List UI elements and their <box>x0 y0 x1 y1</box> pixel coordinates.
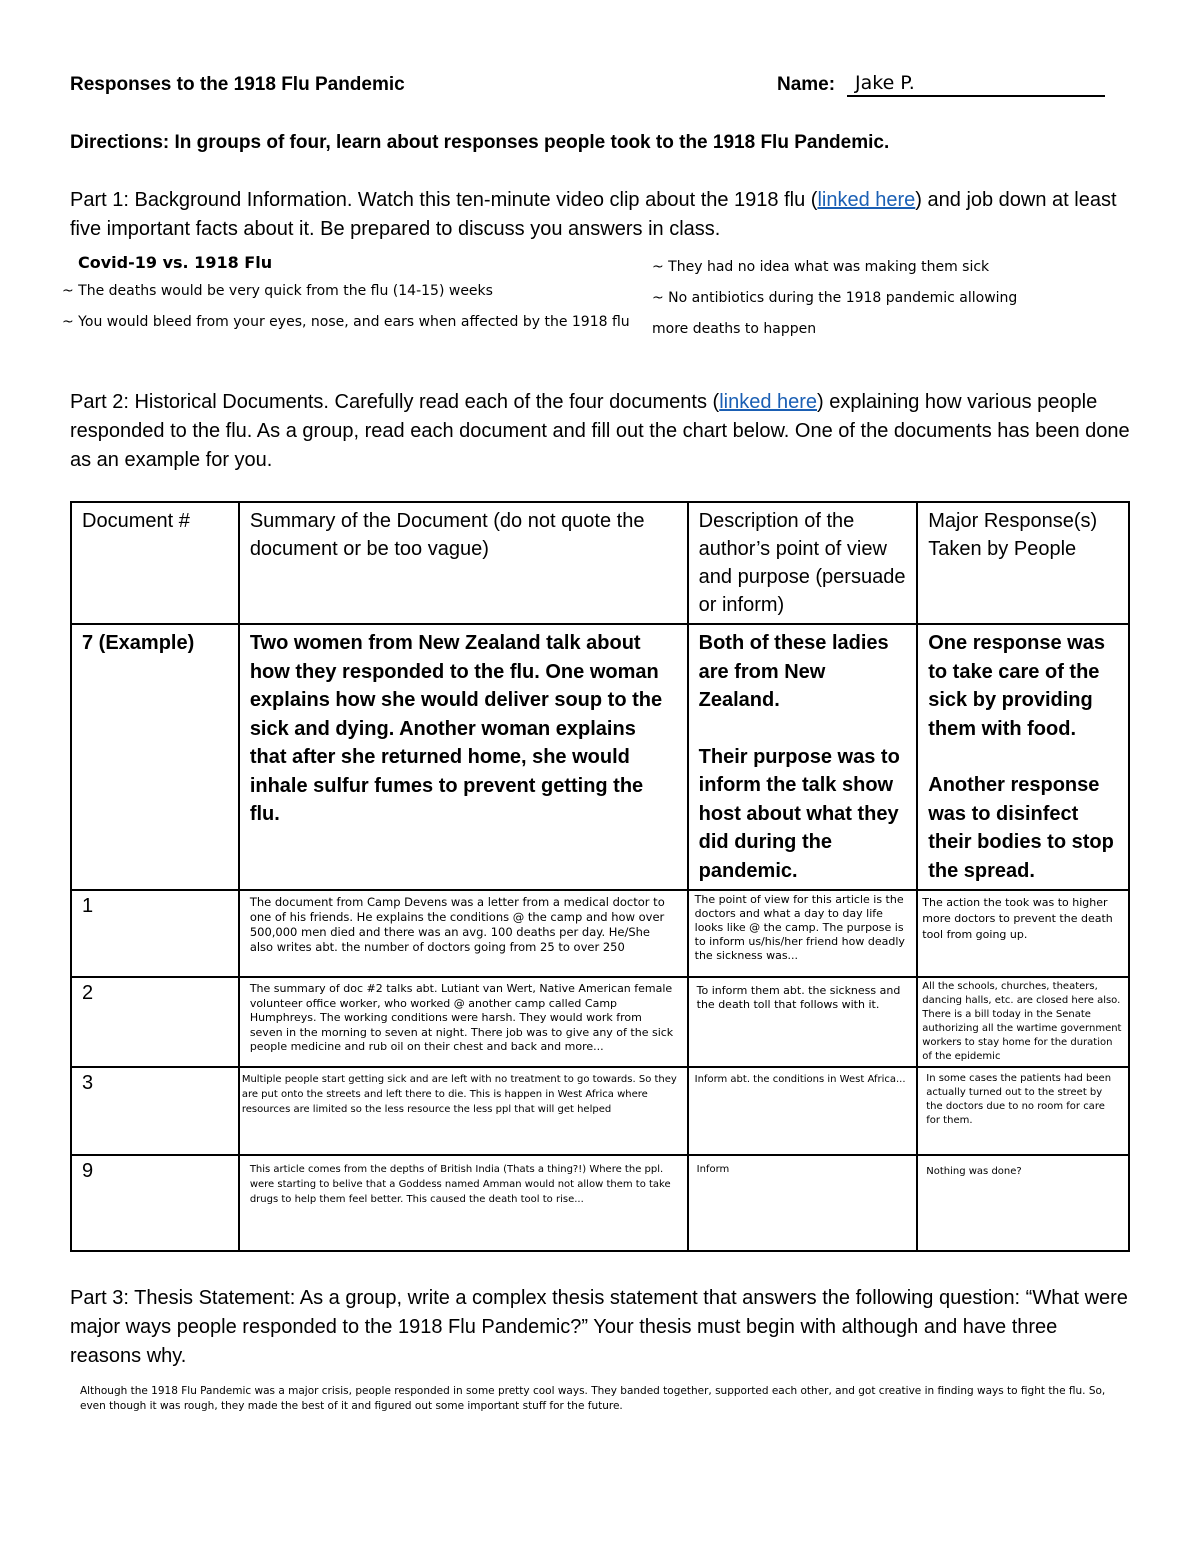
notes-title: Covid-19 vs. 1918 Flu <box>78 253 273 272</box>
part2-instructions <box>70 388 1130 475</box>
part1-text-before: Part 1: Background Information. Watch this ten-minute video clip about the 1918 flu ( <box>70 189 818 211</box>
cell-response[interactable]: All the schools, churches, theaters, dancing halls, etc. are closed here also. There is a bill today in the Senate authorizing all the wartime government workers to stay home for the duration of the epidemic <box>917 977 1129 1067</box>
part2-text-after: ) explaining how various people responded to the flu. As a group, read each document and fill out the chart below. One of the documents has been done as an example for you. <box>70 391 1130 471</box>
cell-doc-number: 7 (Example) <box>71 624 239 890</box>
cell-response[interactable]: Nothing was done? <box>917 1155 1129 1251</box>
cell-summary[interactable]: The document from Camp Devens was a letter from a medical doctor to one of his friends. He explains the conditions @ the camp and how over 500,000 men died and there was an avg. 100 deaths per day. He/She also writes abt. the number of doctors going from 25 to over 250 <box>239 890 688 977</box>
table-row <box>71 890 1129 977</box>
response-chart <box>70 501 1130 1252</box>
example-response-2: Another response was to disinfect their bodies to stop the spread. <box>928 774 1114 882</box>
cell-response <box>917 624 1129 890</box>
cell-point-of-view <box>688 624 918 890</box>
page-title: Responses to the 1918 Flu Pandemic <box>70 74 405 95</box>
cell-doc-number: 9 <box>71 1155 239 1251</box>
example-pov-1: Both of these ladies are from New Zealand. <box>698 632 889 711</box>
part1-video-link[interactable]: linked here <box>817 189 916 211</box>
note-right-3: more deaths to happen <box>652 321 817 337</box>
note-left-1: ~ The deaths would be very quick from the flu (14-15) weeks <box>62 283 493 299</box>
note-right-2: ~ No antibiotics during the 1918 pandemic allowing <box>652 290 1018 306</box>
table-row-example <box>71 624 1129 890</box>
cell-summary[interactable]: Multiple people start getting sick and are left with no treatment to go towards. So they are put onto the streets and left there to die. This is happen in West Africa where resources are limited so the less resource the less ppl that will get helped <box>239 1067 688 1155</box>
table-row <box>71 1155 1129 1251</box>
table-header-row <box>71 502 1129 624</box>
header-major-response: Major Response(s) Taken by People <box>917 502 1129 624</box>
note-right-1: ~ They had no idea what was making them sick <box>652 259 990 275</box>
header-document: Document # <box>71 502 239 624</box>
note-left-2: ~ You would bleed from your eyes, nose, and ears when affected by the 1918 flu <box>62 314 630 330</box>
header-summary: Summary of the Document (do not quote the document or be too vague) <box>239 502 688 624</box>
name-field[interactable]: Jake P. <box>855 72 915 94</box>
part2-documents-link[interactable]: linked here <box>719 391 818 413</box>
part1-text-after: ) and job down at least five important facts about it. Be prepared to discuss you answers in class. <box>70 189 1117 240</box>
part2-text-before: Part 2: Historical Documents. Carefully read each of the four documents ( <box>70 391 720 413</box>
cell-point-of-view[interactable]: The point of view for this article is the doctors and what a day to day life looks like @ the camp. The purpose is to inform us/his/her friend how deadly the sickness was... <box>688 890 918 977</box>
name-underline <box>847 95 1105 97</box>
directions: Directions: In groups of four, learn about responses people took to the 1918 Flu Pandemic. <box>70 132 890 153</box>
thesis-answer[interactable]: Although the 1918 Flu Pandemic was a major crisis, people responded in some pretty cool ways. They banded together, supported each other, and got creative in finding ways to fight the flu. So, even though it was rough, they made the best of it and figured out some important stuff for the future. <box>80 1385 1106 1412</box>
cell-summary[interactable]: This article comes from the depths of British India (Thats a thing?!) Where the ppl. were starting to belive that a Goddess named Amman would not allow them to take drugs to help them feel better. This caused the death tool to rise... <box>239 1155 688 1251</box>
part3-instructions: Part 3: Thesis Statement: As a group, write a complex thesis statement that answers the following question: “What were major ways people responded to the 1918 Flu Pandemic?” Your thesis must begin with although and have three reasons why. <box>70 1287 1128 1367</box>
cell-doc-number: 3 <box>71 1067 239 1155</box>
cell-doc-number: 1 <box>71 890 239 977</box>
cell-point-of-view[interactable]: Inform <box>688 1155 918 1251</box>
header-point-of-view: Description of the author’s point of view and purpose (persuade or inform) <box>688 502 918 624</box>
example-response-1: One response was to take care of the sick by providing them with food. <box>928 632 1105 740</box>
cell-response[interactable]: In some cases the patients had been actually turned out to the street by the doctors due to no room for care for them. <box>917 1067 1129 1155</box>
table-row <box>71 977 1129 1067</box>
part1-instructions <box>70 186 1130 244</box>
cell-point-of-view[interactable]: To inform them abt. the sickness and the death toll that follows with it. <box>688 977 918 1067</box>
example-pov-2: Their purpose was to inform the talk show host about what they did during the pandemic. <box>698 745 900 882</box>
table-row <box>71 1067 1129 1155</box>
name-label: Name: <box>777 74 836 95</box>
cell-point-of-view[interactable]: Inform abt. the conditions in West Africa... <box>688 1067 918 1155</box>
cell-response[interactable]: The action the took was to higher more doctors to prevent the death tool from going up. <box>917 890 1129 977</box>
cell-summary[interactable]: The summary of doc #2 talks abt. Lutiant van Wert, Native American female volunteer office worker, who worked @ another camp called Camp Humphreys. The working conditions were harsh. They would work from seven in the morning to seven at night. There job was to give any of the sick people medicine and rub oil on their chest and back and more... <box>239 977 688 1067</box>
cell-doc-number: 2 <box>71 977 239 1067</box>
cell-summary: Two women from New Zealand talk about how they responded to the flu. One woman explains how she would deliver soup to the sick and dying. Another woman explains that after she returned home, she would inhale sulfur fumes to prevent getting the flu. <box>239 624 688 890</box>
